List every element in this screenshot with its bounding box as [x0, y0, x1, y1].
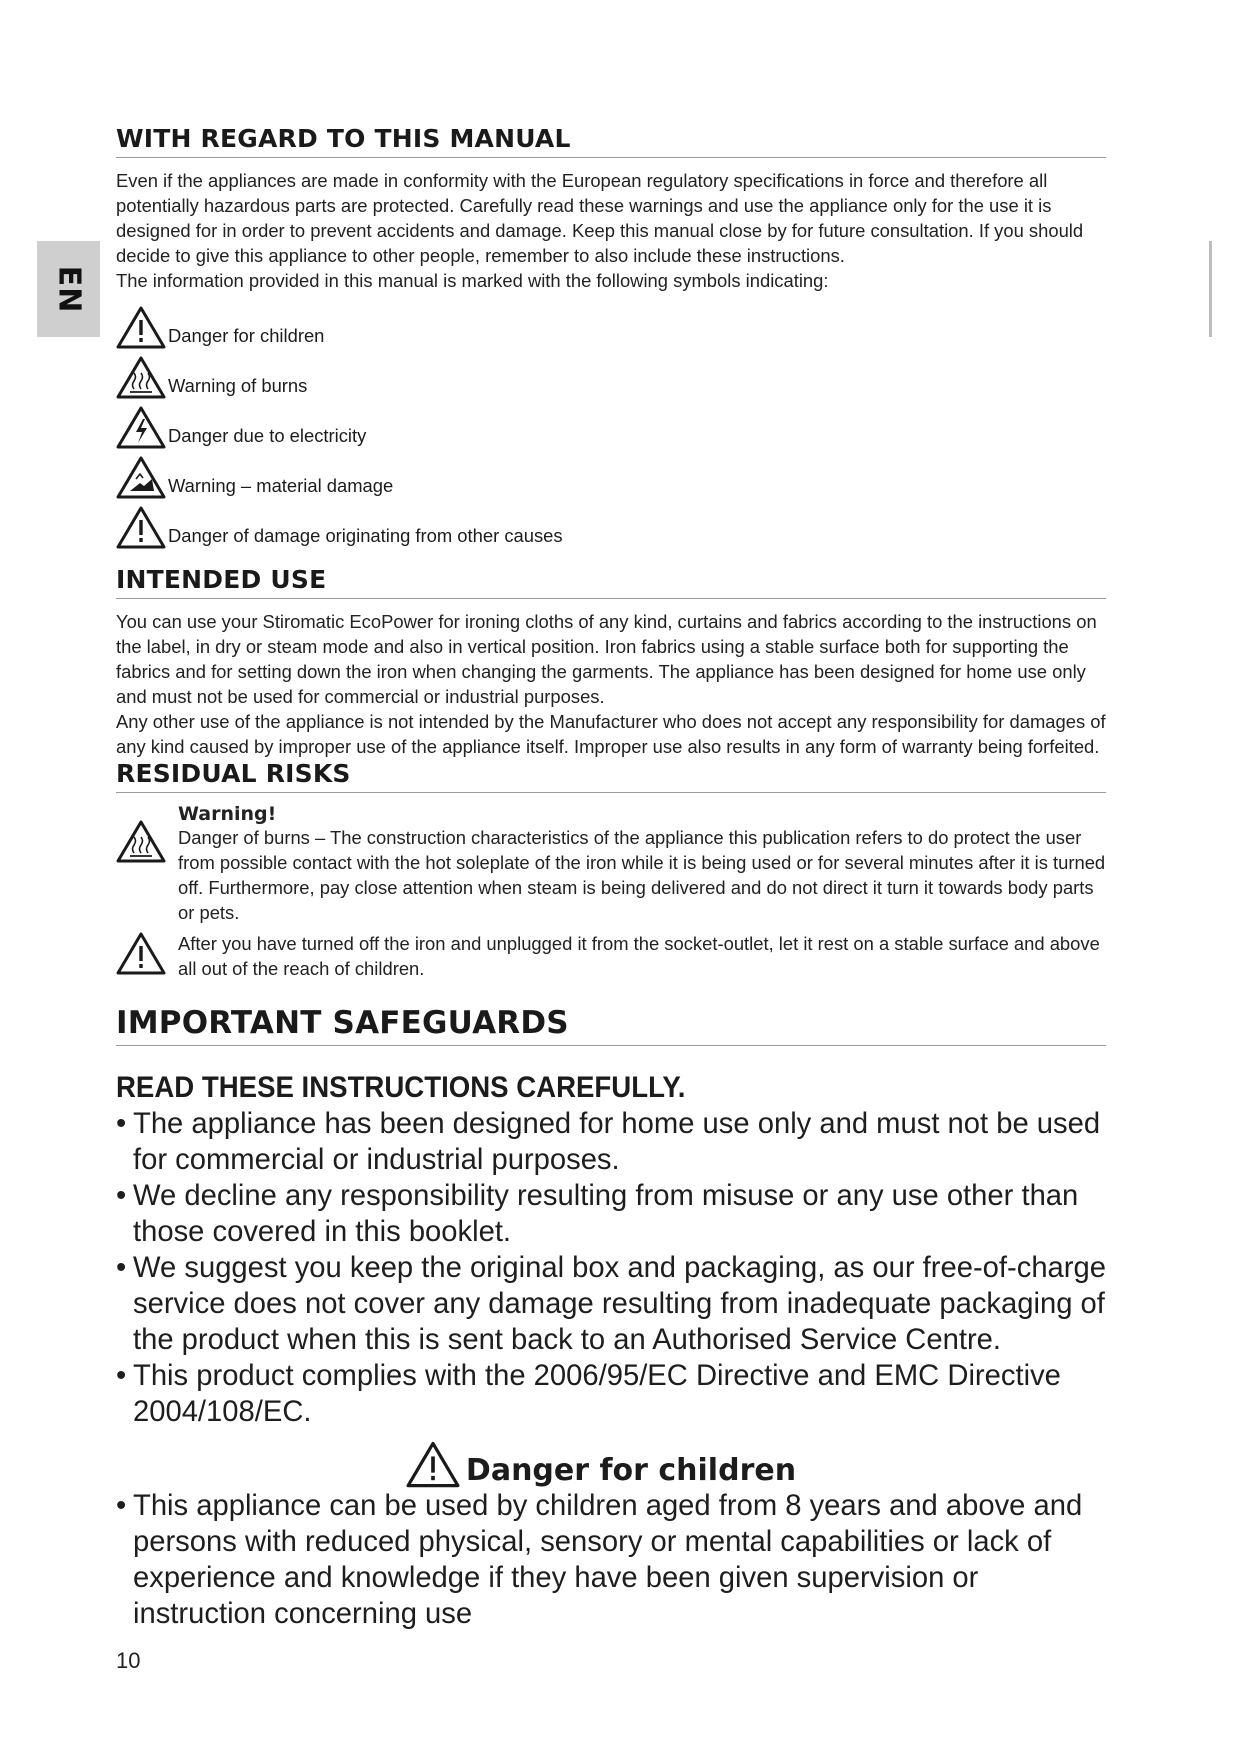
symbol-row: [116, 449, 1106, 499]
material-damage-icon: [116, 455, 166, 499]
symbol-label: Danger for children: [168, 325, 325, 346]
electricity-warning-icon: [116, 405, 166, 449]
warning-triangle-icon: [116, 505, 166, 549]
manual-heading: WITH REGARD TO THIS MANUAL: [116, 124, 1106, 158]
list-item: • This appliance can be used by children aged from 8 years and above and persons with reduced physical, sensory or mental capabilities or lack of experience and knowledge if they have been given supervision or instruction concerning use: [116, 1488, 1106, 1632]
warning-text: Danger of burns – The construction characteristics of the appliance this publication refers to do protect the user from possible contact with the hot soleplate of the iron while it is being used or for several minutes after it is turned off. Furthermore, pay close attention when steam is being delivered and do not direct it turn it towards body parts or pets.: [178, 827, 1106, 923]
manual-intro: Even if the appliances are made in conformity with the European regulatory specifications in force and therefore all potentially hazardous parts are protected. Carefully read these warnings and use the appliance only for the use it is designed for in order to prevent accidents and damage. Keep this manual close by for future consultation. If you should decide to give this appliance to other people, remember to also include these instructions.: [116, 170, 1084, 266]
symbol-row: [116, 299, 1106, 349]
language-label: EN: [50, 265, 86, 313]
intended-use-text-2: Any other use of the appliance is not intended by the Manufacturer who does not accept any responsibility for damages of any kind caused by improper use of the appliance itself. Improper use also results in any form of warranty being forfeited.: [116, 711, 1106, 757]
intended-use-heading: INTENDED USE: [116, 565, 1106, 599]
symbol-legend: [116, 299, 1106, 549]
symbol-row: [116, 499, 1106, 549]
intended-use-text: You can use your Stiromatic EcoPower for ironing cloths of any kind, curtains and fabrics according to the instructions on the label, in dry or steam mode and also in vertical position. Iron fabrics using a stable surface both for supporting the fabrics and for setting down the iron when changing the garments. The appliance has been designed for home use only and must not be used for commercial or industrial purposes.: [116, 611, 1097, 707]
language-tab: [37, 241, 100, 337]
burn-warning-icon: [116, 819, 166, 865]
list-item: • We suggest you keep the original box and packaging, as our free-of-charge service does not cover any damage resulting from inadequate packaging of the product when this is sent back to an Authorised Service Centre.: [116, 1250, 1106, 1358]
warning-triangle-icon: [116, 305, 166, 349]
list-item: • The appliance has been designed for home use only and must not be used for commercial or industrial purposes.: [116, 1106, 1106, 1178]
safeguards-heading: IMPORTANT SAFEGUARDS: [116, 1005, 1106, 1046]
burn-warning-icon: [116, 355, 166, 399]
residual-risks-heading: RESIDUAL RISKS: [116, 759, 1106, 793]
read-instructions: READ THESE INSTRUCTIONS CAREFULLY.: [116, 1071, 686, 1104]
warning-triangle-icon: [116, 931, 166, 977]
safeguard-list: [116, 1106, 1106, 1430]
danger-children-heading: [116, 1436, 1106, 1488]
children-list: [116, 1488, 1106, 1632]
list-item: • This product complies with the 2006/95/EC Directive and EMC Directive 2004/108/EC.: [116, 1358, 1106, 1430]
symbols-intro: The information provided in this manual is marked with the following symbols indicating:: [116, 270, 829, 291]
rest-text: After you have turned off the iron and unplugged it from the socket-outlet, let it rest on a stable surface and above all out of the reach of children.: [178, 933, 1100, 979]
symbol-label: Warning of burns: [168, 375, 308, 396]
list-item: • We decline any responsibility resulting from misuse or any use other than those covered in this booklet.: [116, 1178, 1106, 1250]
symbol-label: Danger due to electricity: [168, 425, 367, 446]
edge-marker: [1209, 241, 1212, 337]
symbol-row: [116, 399, 1106, 449]
symbol-label: Warning – material damage: [168, 475, 394, 496]
danger-children-title: Danger for children: [465, 1453, 797, 1488]
symbol-label: Danger of damage originating from other causes: [168, 525, 563, 546]
content-column: [116, 124, 1106, 1632]
burn-risk-block: [116, 803, 1106, 925]
warning-title: Warning!: [178, 803, 277, 825]
page-number: 10: [116, 1648, 141, 1673]
rest-risk-block: [116, 931, 1106, 981]
symbol-row: [116, 349, 1106, 399]
warning-triangle-icon: [406, 1440, 460, 1488]
